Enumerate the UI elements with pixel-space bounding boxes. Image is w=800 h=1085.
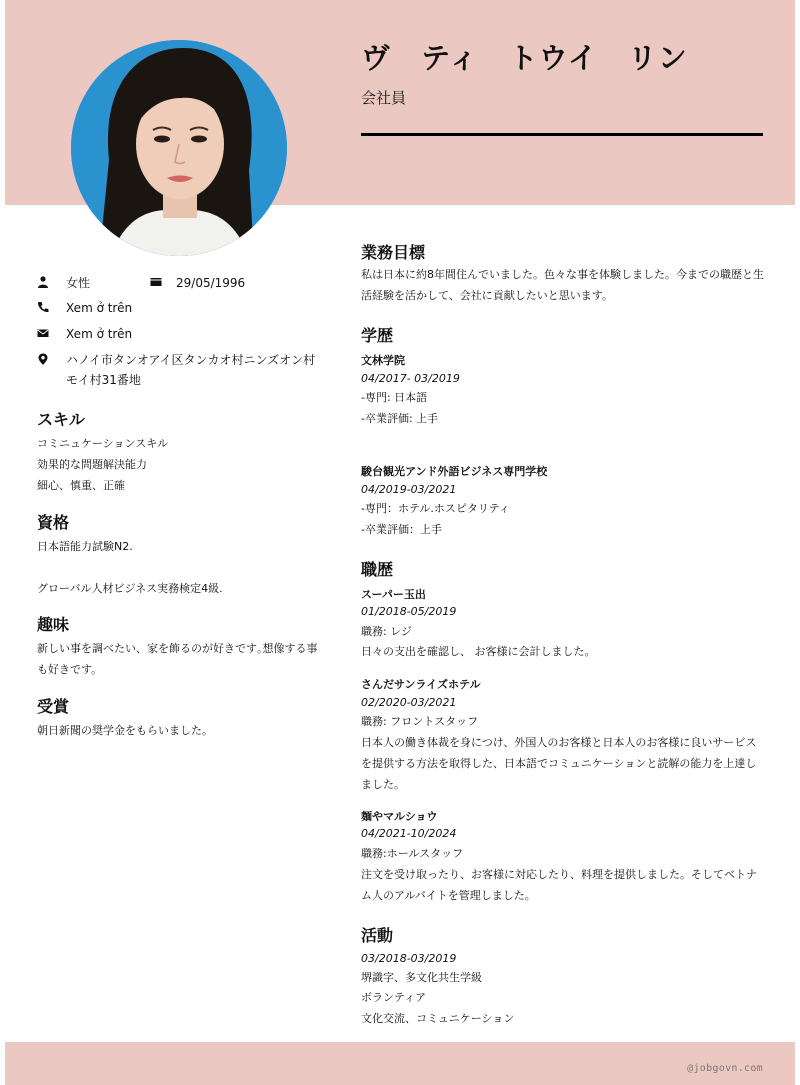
activities-heading: 活動 [361,926,394,945]
activities-period: 03/2018-03/2019 [361,952,457,965]
school-period: 04/2017- 03/2019 [361,372,460,385]
education-heading: 学歴 [361,326,394,345]
school-detail: -専門：ホテル.ホスピタリティ [361,502,510,515]
skill-item: コミニュケーションスキル [37,437,169,450]
calendar-icon [150,276,162,288]
footer-band [5,1042,795,1085]
company-name: 麺やマルショウ [361,810,438,823]
school-detail: -卒業評価：上手 [361,523,442,536]
phone-row [37,298,287,318]
work-detail: 職務: レジ [361,625,412,638]
email-row [37,324,287,344]
school-name: 文林学院 [361,354,405,367]
awards-text: 朝日新聞の奨学金をもらいました。 [37,724,213,737]
company-name: スーパー玉出 [361,588,426,601]
profile-photo [71,40,287,256]
work-period: 04/2021-10/2024 [361,827,457,840]
qualifications-list [37,536,322,599]
skills-heading: スキル [37,410,85,429]
address-row [37,350,327,392]
work-period: 01/2018-05/2019 [361,605,457,618]
work-detail: 職務: フロントスタッフ [361,715,479,728]
activity-item: 文化交流、コミュニケーション [361,1012,515,1025]
address-text: ハノイ市タンオアイ区タンカオ村ニンズオン村モイ村31番地 [66,353,316,387]
work-detail: 職務:ホールスタッフ [361,847,464,860]
mail-icon [37,327,49,339]
hobbies-text: 新しい事を調べたい、家を飾るのが好きです｡想像する事も好きです。 [37,642,318,676]
location-pin-icon [37,353,49,365]
qualification-item: 日本語能力試験N2. [37,540,133,553]
qualifications-heading: 資格 [37,513,70,532]
objective-heading: 業務目標 [361,243,426,262]
work-detail: 日々の支出を確認し、 お客様に会計しました。 [361,645,596,658]
header-divider [361,133,763,136]
skill-item: 効果的な問題解決能力 [37,458,147,471]
gender-row [37,273,157,293]
phone-text: Xem ở trên [66,301,133,315]
birthdate-row [150,273,300,293]
work-detail: 日本人の働き体裁を身につけ、外国人のお客様と日本人のお客様に良いサービスを提供する方法を取得した、日本語でコミュニケーションと読解の能力を上達しました。 [361,736,757,791]
awards-heading: 受賞 [37,697,70,716]
company-name: さんだサンライズホテル [361,678,481,691]
skills-list [37,433,322,496]
school-name: 駿台観光アンド外語ビジネス専門学校 [361,465,548,478]
school-detail: -卒業評価: 上手 [361,412,439,425]
school-detail: -専門: 日本語 [361,391,428,404]
qualification-item: グローバル人材ビジネス実務検定4級. [37,582,223,595]
person-icon [37,276,49,288]
candidate-name: ヴ ティ トウイ リン [361,41,688,75]
school-period: 04/2019-03/2021 [361,483,457,496]
work-detail: 注文を受け取ったり、お客様に対応したり、料理を提供しました。そしてベトナム人のアルバイトを管理しました。 [361,868,757,902]
phone-icon [37,301,49,313]
work-period: 02/2020-03/2021 [361,696,457,709]
hobbies-heading: 趣味 [37,615,70,634]
work-heading: 職歴 [361,560,394,579]
footer-credit: @jobgovn.com [687,1063,763,1074]
candidate-title: 会社員 [361,89,407,107]
activity-item: ボランティア [361,991,427,1004]
objective-text: 私は日本に約8年間住んでいました。色々な事を体験しました。今までの職歴と生活経験を活かして、会社に貢献したいと思います。 [361,268,764,302]
activity-item: 堺識字、多文化共生学級 [361,971,482,984]
skill-item: 細心、慎重、正確 [37,479,125,492]
email-text: Xem ở trên [66,327,133,341]
gender-text: 女性 [66,276,91,290]
birthdate-text: 29/05/1996 [176,276,246,290]
